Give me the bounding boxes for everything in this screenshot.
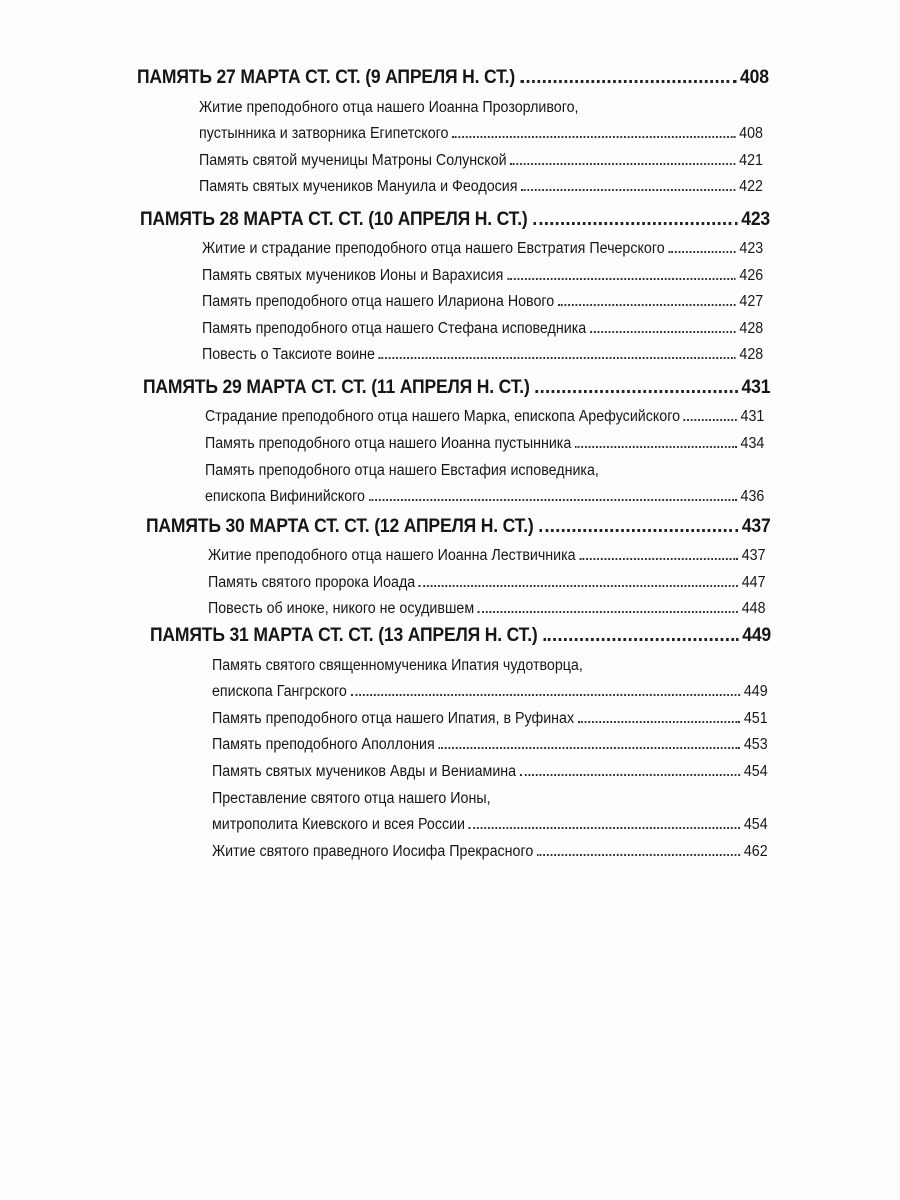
entry-title: Повесть о Таксиоте воине (202, 346, 375, 363)
entry-title: епископа Гангрского (212, 683, 347, 700)
toc-entry (208, 596, 766, 623)
entry-title: Память святого пророка Иоада (208, 573, 416, 591)
dot-leader (535, 390, 738, 393)
dot-leader (578, 721, 740, 723)
entry-title: Житие и страдание преподобного отца нашего Евстратия Печерского (202, 240, 665, 257)
entry-page: 431 (740, 408, 765, 425)
entry-page: 423 (739, 240, 764, 257)
toc-entry (199, 148, 763, 175)
entry-page: 454 (743, 816, 768, 833)
section-heading-title: ПАМЯТЬ 31 МАРТА СТ. СТ. (13 АПРЕЛЯ Н. СТ.) (150, 624, 538, 646)
entry-page: 408 (739, 125, 763, 142)
dot-leader (419, 585, 738, 587)
entry-page: 422 (739, 178, 763, 195)
dot-leader (438, 747, 740, 749)
dot-leader (539, 529, 738, 532)
section-heading (140, 204, 770, 234)
entry-title: Память преподобного отца нашего Ипатия, в Руфинах (212, 709, 575, 727)
toc-section (137, 62, 839, 201)
entry-page: 447 (741, 573, 766, 591)
toc-section (150, 620, 840, 865)
toc-entry (208, 543, 766, 570)
dot-leader (590, 331, 736, 333)
dot-leader (543, 638, 739, 641)
toc-entry (202, 263, 763, 290)
entry-page: 428 (739, 346, 764, 363)
entry-page: 426 (739, 266, 764, 284)
section-heading-page: 408 (740, 66, 769, 88)
entry-page: 453 (743, 736, 768, 753)
toc-entry (212, 812, 768, 839)
toc-section (146, 511, 840, 623)
entry-title-line1: Преставление святого отца нашего Ионы, (212, 790, 491, 807)
section-heading (146, 511, 771, 541)
entry-page: 454 (743, 762, 768, 780)
entry-title: Память святых мучеников Авды и Вениамина (212, 762, 517, 780)
entry-title: Страдание преподобного отца нашего Марка, епископа Арефусийского (205, 408, 681, 425)
toc-entry (202, 342, 763, 369)
section-heading-title: ПАМЯТЬ 27 МАРТА СТ. СТ. (9 АПРЕЛЯ Н. СТ.) (137, 66, 516, 88)
dot-leader (379, 357, 736, 359)
toc-entry (212, 759, 768, 786)
section-heading-title: ПАМЯТЬ 28 МАРТА СТ. СТ. (10 АПРЕЛЯ Н. СТ.) (140, 208, 528, 230)
toc-entry (212, 706, 768, 733)
toc-entry (199, 121, 763, 148)
dot-leader (510, 163, 735, 165)
section-heading (137, 62, 769, 92)
entry-title: Память святых мучеников Мануила и Феодосия (199, 178, 518, 195)
toc-section (140, 204, 840, 369)
entry-page: 421 (739, 151, 763, 169)
entry-title: пустынника и затворника Египетского (199, 125, 449, 142)
dot-leader (478, 611, 738, 613)
entry-page: 451 (743, 709, 768, 727)
dot-leader (684, 419, 737, 421)
dot-leader (469, 827, 741, 829)
dot-leader (533, 222, 738, 225)
dot-leader (575, 446, 737, 448)
entry-title: Память святых мучеников Ионы и Варахисия (202, 266, 504, 284)
section-heading-title: ПАМЯТЬ 30 МАРТА СТ. СТ. (12 АПРЕЛЯ Н. СТ.) (146, 515, 534, 537)
dot-leader (351, 694, 741, 696)
entry-title: Повесть об иноке, никого не осудившем (208, 600, 475, 617)
section-heading-page: 431 (741, 376, 771, 398)
dot-leader (537, 854, 740, 856)
dot-leader (579, 558, 738, 560)
section-heading-page: 437 (741, 515, 771, 537)
toc-entry (212, 679, 768, 706)
dot-leader (452, 136, 735, 138)
entry-title: Память преподобного отца нашего Илариона Нового (202, 293, 555, 310)
entry-page: 427 (739, 293, 764, 310)
entry-page: 449 (743, 683, 768, 700)
section-heading-title: ПАМЯТЬ 29 МАРТА СТ. СТ. (11 АПРЕЛЯ Н. СТ.) (143, 376, 530, 398)
toc-entry (199, 174, 763, 201)
section-heading-page: 423 (741, 208, 770, 230)
toc-entry (202, 316, 763, 343)
entry-title: Житие святого праведного Иосифа Прекрасного (212, 842, 534, 860)
entry-title: епископа Вифинийского (205, 488, 365, 505)
dot-leader (520, 80, 736, 83)
dot-leader (507, 278, 736, 280)
toc-entry (202, 236, 763, 263)
entry-page: 436 (740, 488, 765, 505)
entry-page: 437 (741, 547, 766, 564)
dot-leader (668, 251, 735, 253)
dot-leader (369, 499, 737, 501)
dot-leader (520, 774, 740, 776)
entry-title: Память святой мученицы Матроны Солунской (199, 151, 507, 169)
entry-title: Память преподобного отца нашего Стефана исповедника (202, 319, 587, 337)
entry-page: 434 (740, 434, 765, 452)
entry-page: 462 (743, 842, 768, 860)
section-heading-page: 449 (742, 624, 771, 646)
entry-title: Память преподобного отца нашего Иоанна пустынника (205, 434, 572, 452)
entry-title-line1: Память святого священномученика Ипатия чудотворца, (212, 657, 583, 674)
toc-entry (205, 484, 764, 511)
entry-page: 428 (739, 319, 764, 337)
dot-leader (521, 189, 735, 191)
toc-entry (205, 404, 764, 431)
section-heading (150, 620, 771, 650)
toc-entry (212, 839, 768, 866)
entry-title: Житие преподобного отца нашего Иоанна Лествичника (208, 547, 576, 564)
dot-leader (558, 304, 736, 306)
toc-entry (202, 289, 763, 316)
toc-section (143, 372, 840, 511)
entry-title-line1: Память преподобного отца нашего Евстафия исповедника, (205, 462, 599, 479)
entry-title: Память преподобного Аполлония (212, 736, 435, 753)
entry-title-line1: Житие преподобного отца нашего Иоанна Прозорливого, (199, 99, 579, 116)
toc-entry (212, 732, 768, 759)
toc-entry (205, 431, 764, 458)
entry-title: митрополита Киевского и всея России (212, 816, 466, 833)
section-heading (143, 372, 770, 402)
toc-entry (208, 570, 766, 597)
entry-page: 448 (741, 600, 766, 617)
